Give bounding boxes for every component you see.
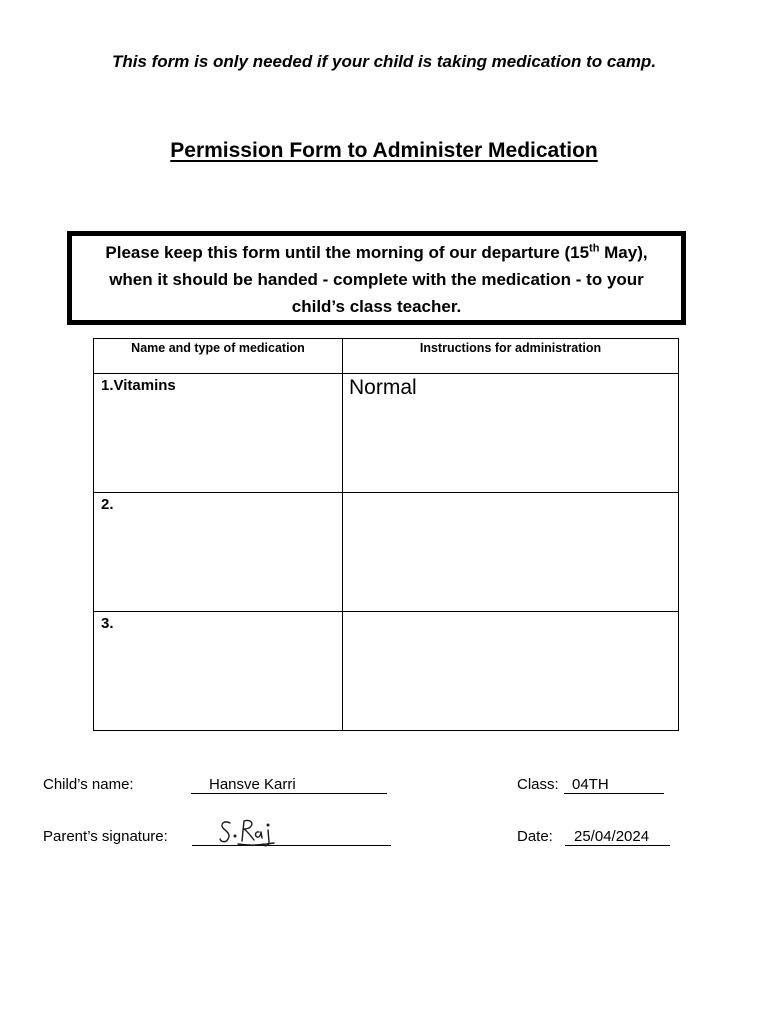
medication-text: 2. xyxy=(101,496,114,513)
date-underline xyxy=(565,845,670,846)
signature-image[interactable] xyxy=(218,817,276,849)
table-row xyxy=(94,612,679,731)
class-value[interactable]: 04TH xyxy=(572,776,609,793)
medication-text: 1.Vitamins xyxy=(101,377,176,394)
medication-text: 3. xyxy=(101,615,114,632)
instructions-cell[interactable] xyxy=(343,612,679,731)
table-header-row xyxy=(94,339,679,374)
instructions-text xyxy=(343,493,678,495)
medication-cell[interactable] xyxy=(94,493,343,612)
instruction-superscript: th xyxy=(589,242,600,255)
child-name-label: Child’s name: xyxy=(43,776,134,793)
header-medication: Name and type of medication xyxy=(94,339,343,374)
class-underline xyxy=(564,793,664,794)
parent-signature-label: Parent’s signature: xyxy=(43,828,168,845)
instructions-cell[interactable] xyxy=(343,493,679,612)
camp-notice: This form is only needed if your child is taking medication to camp. xyxy=(111,52,657,71)
table-row xyxy=(94,374,679,493)
medication-cell[interactable] xyxy=(94,374,343,493)
child-name-underline xyxy=(191,793,387,794)
medication-cell[interactable] xyxy=(94,612,343,731)
child-name-value[interactable]: Hansve Karri xyxy=(209,776,296,793)
date-label: Date: xyxy=(517,828,553,845)
page-title-text: Permission Form to Administer Medication xyxy=(170,139,598,162)
date-value[interactable]: 25/04/2024 xyxy=(574,828,650,845)
medication-table xyxy=(93,338,679,731)
instruction-text-part1: Please keep this form until the morning of our departure (15 xyxy=(105,243,590,262)
header-instructions: Instructions for administration xyxy=(343,339,679,374)
instructions-cell[interactable] xyxy=(343,374,679,493)
instruction-text-part2: May), when it should be handed - complete with the medication - to your child’s class teacher. xyxy=(109,243,648,316)
instruction-box xyxy=(67,231,686,325)
instructions-text xyxy=(343,612,678,614)
class-label: Class: xyxy=(517,776,559,793)
table-row xyxy=(94,493,679,612)
instructions-text: Normal xyxy=(349,376,417,399)
page-title xyxy=(0,139,768,163)
